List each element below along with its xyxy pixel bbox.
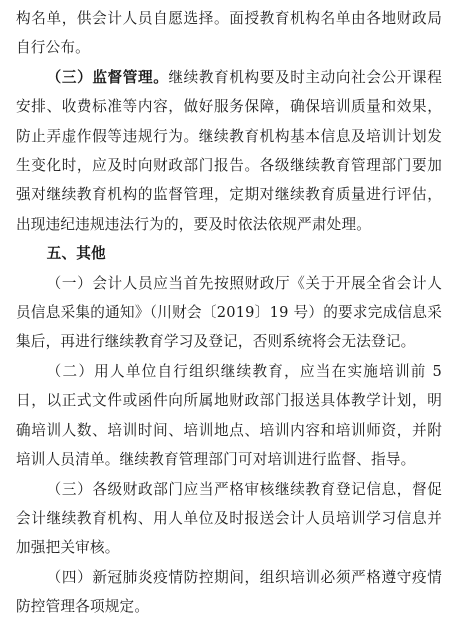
section-five-item-2: （二）用人单位自行组织继续教育，应当在实施培训前 5 日，以正式文件或函件向所属地财政部门报送具体教学计划，明确培训人数、培训时间、培训地点、培训内容和培训师资，并附培训人员清单。继续教育管理部门可对培训进行监督、指导。 — [16, 362, 442, 469]
section-five-item-4: （四）新冠肺炎疫情防控期间，组织培训必须严格遵守疫情防控管理各项规定。 — [16, 568, 442, 616]
supervision-paragraph — [16, 63, 442, 239]
section-five-item-1: （一）会计人员应当首先按照财政厅《关于开展全省会计人员信息采集的通知》（川财会〔2019〕19 号）的要求完成信息采集后，再进行继续教育学习及登记，否则系统将会无法登记。 — [16, 274, 442, 351]
section-five-item-3: （三）各级财政部门应当严格审核继续教育登记信息，督促会计继续教育机构、用人单位及时报送会计人员培训学习信息并加强把关审核。 — [16, 480, 442, 557]
continued-paragraph: 构名单，供会计人员自愿选择。面授教育机构名单由各地财政局自行公布。 — [16, 10, 442, 57]
section-five-heading: 五、其他 — [46, 245, 106, 263]
supervision-heading: （三）监督管理。 — [46, 68, 169, 86]
document-page — [16, 0, 442, 616]
supervision-body: 继续教育机构要及时主动向社会公开课程安排、收费标准等内容，做好服务保障，确保培训质量和效果，防止弄虚作假等违规行为。继续教育机构基本信息及培训计划发生变化时，应及时向财政部门报告。各级继续教育管理部门要加强对继续教育机构的监督管理，定期对继续教育质量进行评估，出现违纪违规违法行为的，要及时依法依规严肃处理。 — [16, 68, 442, 233]
